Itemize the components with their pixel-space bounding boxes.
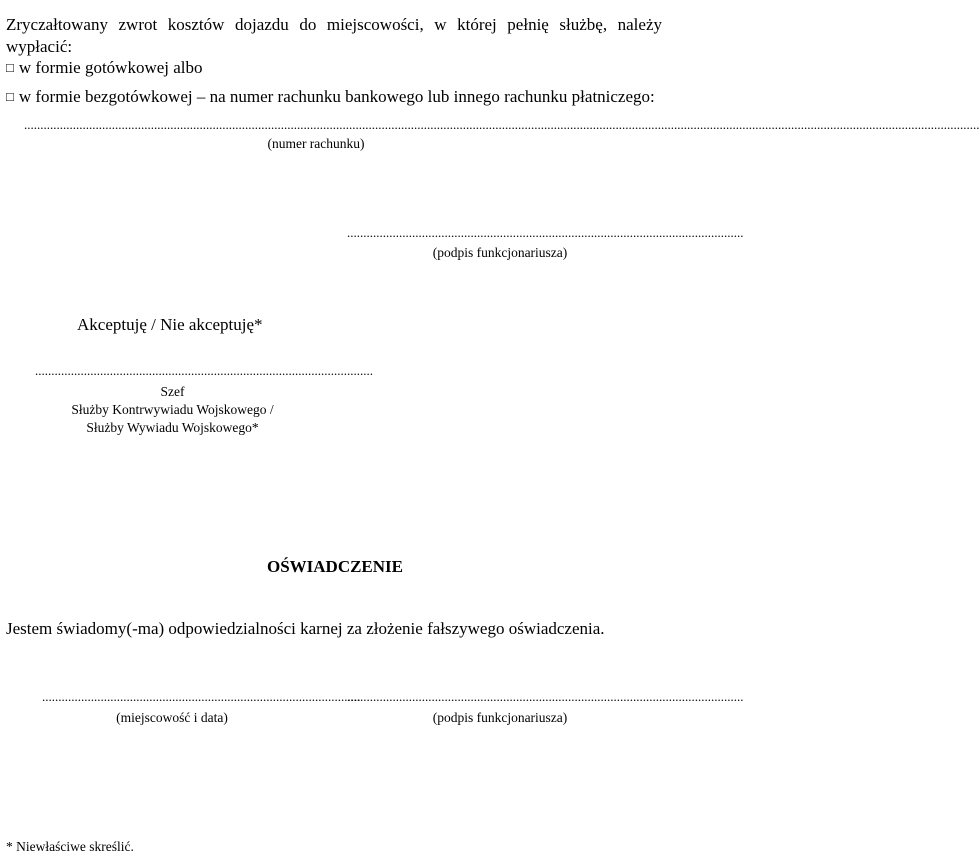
checkbox-icon[interactable]: □ bbox=[6, 89, 14, 104]
caption-line: Szef bbox=[160, 384, 185, 399]
place-date-caption: (miejscowość i data) bbox=[116, 710, 228, 725]
caption-line: Służby Wywiadu Wojskowego* bbox=[86, 420, 259, 435]
acceptance-text: Akceptuję / Nie akceptuję* bbox=[77, 315, 263, 334]
caption-line: Służby Kontrwywiadu Wojskowego / bbox=[71, 402, 274, 417]
place-date-field[interactable]: .................................................................................................. bbox=[42, 689, 361, 704]
footnote: * Niewłaściwe skreślić. bbox=[6, 839, 134, 854]
declaration-text: Jestem świadomy(-ma) odpowiedzialności karnej za złożenie fałszywego oświadczenia. bbox=[6, 619, 605, 638]
option-label-transfer: w formie bezgotówkowej – na numer rachunku bankowego lub innego rachunku płatniczego: bbox=[18, 87, 655, 106]
account-number-field[interactable]: ...................................................................................................................................................................................................................................................................................................... bbox=[24, 117, 980, 132]
payment-option-cash[interactable] bbox=[6, 57, 203, 80]
account-number-caption: (numer rachunku) bbox=[267, 136, 365, 151]
officer-signature-field[interactable]: .......................................................................................................................... bbox=[347, 225, 744, 240]
officer-signature-caption-2: (podpis funkcjonariusza) bbox=[432, 710, 568, 725]
intro-paragraph: Zryczałtowany zwrot kosztów dojazdu do miejscowości, w której pełnię służbę, należy wypłacić: bbox=[6, 15, 662, 56]
option-label-cash: w formie gotówkowej albo bbox=[18, 58, 203, 77]
officer-signature-caption: (podpis funkcjonariusza) bbox=[432, 245, 568, 260]
chief-signature-caption bbox=[20, 383, 325, 437]
officer-signature-field-2[interactable]: .......................................................................................................................... bbox=[347, 689, 744, 704]
checkbox-icon[interactable]: □ bbox=[6, 60, 14, 75]
payment-option-transfer[interactable] bbox=[6, 86, 655, 109]
chief-signature-field[interactable]: ........................................................................................................ bbox=[35, 363, 373, 378]
declaration-heading: OŚWIADCZENIE bbox=[266, 557, 404, 576]
